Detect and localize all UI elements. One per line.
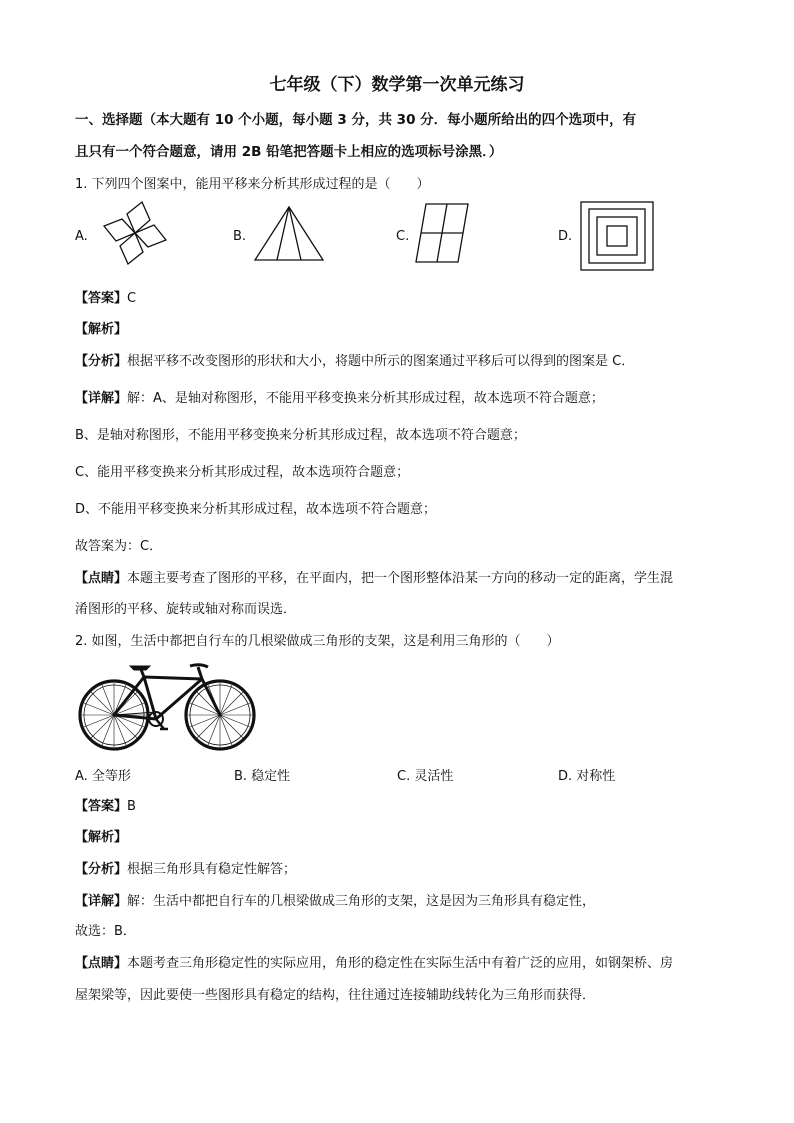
dianjing-tag: 【点睛】 (75, 571, 128, 586)
q2-option-d: D. 对称性 (558, 769, 616, 784)
xiangjie-text: 解：A、是轴对称图形，不能用平移变换来分析其形成过程，故本选项不符合题意； (127, 391, 604, 406)
q1-xiangjie (75, 387, 604, 406)
q1-option-b-analysis: B、是轴对称图形，不能用平移变换来分析其形成过程，故本选项不符合题意； (75, 428, 526, 443)
dianjing-text: 本题主要考查了图形的平移，在平面内，把一个图形整体沿某一方向的移动一定的距离，学生混 (127, 571, 674, 586)
page-title: 七年级（下）数学第一次单元练习 (269, 75, 525, 95)
q1-option-d-analysis: D、不能用平移变换来分析其形成过程，故本选项不符合题意； (75, 502, 437, 517)
xiangjie-text: 解：生活中都把自行车的几根梁做成三角形的支架，这是因为三角形具有稳定性， (127, 894, 596, 909)
q2-answer (75, 795, 136, 814)
q1-stem: 1. 下列四个图案中，能用平移来分析其形成过程的是（ ） (75, 177, 430, 192)
answer-value: B (127, 799, 136, 814)
q2-dianjing (75, 952, 673, 971)
q1-figure-c-parallelogram-grid (415, 200, 475, 266)
section-header-line2: 且只有一个符合题意，请用 2B 铅笔把答题卡上相应的选项标号涂黑．） (75, 144, 503, 160)
q1-dianjing (75, 567, 673, 586)
q1-conclusion: 故答案为：C． (75, 539, 163, 554)
answer-tag: 【答案】 (75, 291, 128, 306)
fenxi-tag: 【分析】 (75, 354, 128, 369)
q2-dianjing-cont: 屋架梁等，因此要使一些图形具有稳定的结构，往往通过连接辅助线转化为三角形而获得． (75, 988, 596, 1003)
q1-jiexi-heading: 【解析】 (75, 322, 128, 337)
q1-dianjing-cont: 淆图形的平移、旋转或轴对称而误选． (75, 602, 297, 617)
fenxi-text: 根据平移不改变图形的形状和大小，将题中所示的图案通过平移后可以得到的图案是 C． (127, 354, 635, 369)
q2-xiangjie (75, 890, 595, 909)
fenxi-text: 根据三角形具有稳定性解答； (127, 862, 297, 877)
q2-jiexi-heading: 【解析】 (75, 830, 128, 845)
q2-conclusion: 故选：B． (75, 924, 136, 939)
q1-answer (75, 287, 136, 306)
q2-stem: 2. 如图，生活中都把自行车的几根梁做成三角形的支架，这是利用三角形的（ ） (75, 634, 560, 649)
q1-fenxi (75, 350, 634, 369)
bicycle-icon (74, 657, 259, 752)
xiangjie-tag: 【详解】 (75, 391, 128, 406)
q1-option-d-label: D. (558, 229, 573, 244)
answer-value: C (127, 291, 137, 306)
q2-option-b: B. 稳定性 (234, 769, 291, 784)
q1-figure-d-nested-squares (580, 201, 654, 271)
answer-tag: 【答案】 (75, 799, 128, 814)
q2-option-c: C. 灵活性 (397, 769, 454, 784)
xiangjie-tag: 【详解】 (75, 894, 128, 909)
dianjing-tag: 【点睛】 (75, 956, 128, 971)
fenxi-tag: 【分析】 (75, 862, 128, 877)
q1-figure-a-pinwheel (92, 200, 172, 270)
q2-option-a: A. 全等形 (75, 769, 131, 784)
q1-option-b-label: B. (233, 229, 247, 244)
section-header-line1: 一、选择题（本大题有 10 个小题，每小题 3 分，共 30 分．每小题所给出的四个选项中，有 (75, 112, 637, 128)
dianjing-text: 本题考查三角形稳定性的实际应用，角形的稳定性在实际生活中有着广泛的应用，如钢架桥、房 (127, 956, 674, 971)
q1-figure-b-folded (253, 205, 325, 265)
q2-fenxi (75, 858, 296, 877)
q1-option-a-label: A. (75, 229, 88, 244)
q1-option-c-label: C. (396, 229, 410, 244)
q1-option-c-analysis: C、能用平移变换来分析其形成过程，故本选项符合题意； (75, 465, 410, 480)
